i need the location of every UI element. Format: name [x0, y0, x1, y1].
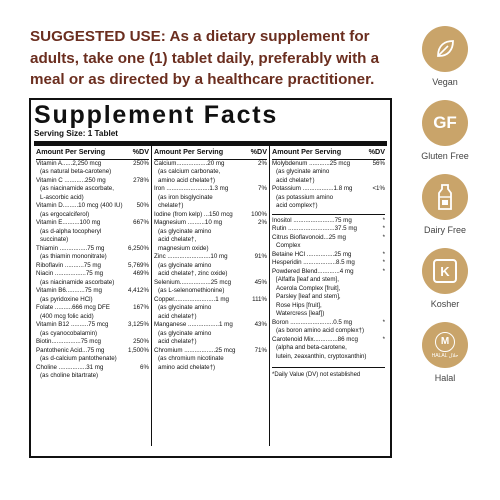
nutrient-row — [272, 217, 385, 226]
nutrient-dv: 667% — [133, 219, 149, 226]
badge-label: Kosher — [430, 299, 460, 309]
nutrient-amount: Vitamin B12 ..........75 mcg — [36, 321, 109, 328]
badge-dairy-free — [408, 174, 482, 235]
nutrient-amount: Carotenoid Mix..............86 mcg — [272, 335, 358, 343]
nutrient-source: (as cyanocobalamin) — [40, 329, 98, 337]
column-header: Amount Per Serving %DV — [36, 146, 149, 160]
nutrient-source: (as ergocalciferol) — [40, 210, 90, 218]
badge-label: Vegan — [432, 77, 458, 87]
nutrient-source: (as niacinamide ascorbate, — [40, 185, 114, 192]
nutrient-source: Rose Hips [fruit], — [276, 301, 322, 309]
nutrient-row — [36, 321, 149, 330]
nutrient-source: succinate) — [40, 236, 69, 243]
nutrient-row — [154, 296, 267, 305]
nutrient-source: (as iron bisglycinate — [158, 193, 213, 201]
nutrient-row — [272, 185, 385, 194]
nutrient-source: (alpha and beta-carotene, — [276, 344, 347, 351]
nutrient-amount: Iron .........................1.3 mg — [154, 185, 229, 192]
nutrient-dv: 111% — [252, 295, 267, 303]
badge-label: Halal — [434, 373, 456, 383]
nutrient-amount: Inositol ........................75 mg — [272, 216, 352, 224]
badge-label: Dairy Free — [423, 225, 466, 235]
nutrient-amount: Manganese ..................1 mg — [154, 321, 233, 328]
nutrient-dv: 5,769% — [128, 261, 149, 269]
badge-label: Gluten Free — [421, 151, 469, 161]
nutrient-source: (as choline bitartrate) — [40, 372, 99, 379]
nutrient-dv: 43% — [254, 321, 267, 328]
nutrient-dv: * — [382, 335, 385, 343]
nutrient-row — [36, 202, 149, 211]
nutrient-amount: Vitamin C ............250 mg — [36, 176, 106, 184]
nutrient-source: amino acid chelate†) — [158, 176, 216, 184]
nutrient-amount: Betaine HCl ................25 mg — [272, 250, 352, 258]
nutrient-amount: Thiamin ................75 mg — [36, 244, 105, 252]
facts-column-3 — [269, 146, 387, 446]
nutrient-amount: Calcium..................20 mg — [154, 159, 225, 167]
nutrient-amount: Selenium..................25 mcg — [154, 278, 232, 286]
nutrient-dv: 6% — [140, 363, 149, 371]
nutrient-source: [Alfalfa [leaf and stem], — [276, 276, 339, 283]
nutrient-dv: 250% — [133, 159, 149, 167]
suggested-use — [30, 26, 390, 91]
supplement-facts-title: Supplement Facts — [34, 101, 279, 129]
nutrient-amount: Vitamin A......2,250 mcg — [36, 159, 102, 167]
nutrient-dv: 3,125% — [128, 321, 149, 328]
nutrient-source: (as glycinate amino — [158, 304, 212, 311]
nutrient-source: L-ascorbic acid) — [40, 193, 84, 201]
nutrient-row — [36, 160, 149, 169]
nutrient-amount: Niacin ..................75 mg — [36, 270, 104, 277]
nutrient-dv: <1% — [372, 185, 385, 192]
nutrient-source: (as L-selenomethionine) — [158, 287, 225, 294]
nutrient-row — [36, 347, 149, 356]
nutrient-amount: Powdered Blend.............4 mg — [272, 267, 354, 275]
nutrient-source: magnesium oxide) — [158, 244, 209, 252]
nutrient-dv: 250% — [133, 338, 149, 345]
nutrient-amount: Chromium ..................25 mcg — [154, 346, 236, 354]
nutrient-source: (as glycinate amino — [158, 227, 212, 235]
nutrient-dv: * — [382, 233, 385, 241]
nutrient-source: (as glycinate amino — [158, 261, 212, 269]
nutrient-row — [36, 270, 149, 279]
nutrient-source: (as d-alpha tocopheryl — [40, 227, 102, 235]
nutrient-amount: Zinc .........................10 mg — [154, 253, 228, 260]
nutrient-source: (as d-calcium pantothenate) — [40, 355, 117, 362]
nutrient-dv: * — [382, 318, 385, 326]
column-header: Amount Per Serving %DV — [154, 146, 267, 160]
badge-gluten-free — [408, 100, 482, 161]
nutrient-source: (as chromium nicotinate — [158, 355, 224, 362]
nutrient-row — [36, 177, 149, 186]
leaf-icon — [422, 26, 468, 72]
nutrient-amount: Iodine (from kelp) ...150 mcg — [154, 210, 233, 218]
nutrient-amount: Copper........................1 mg — [154, 295, 229, 303]
nutrient-row — [154, 279, 267, 288]
nutrient-source: (as calcium carbonate, — [158, 168, 221, 175]
nutrient-source: amino acid chelate†) — [158, 363, 216, 371]
nutrient-row — [36, 304, 149, 313]
nutrient-row — [272, 319, 385, 328]
nutrient-amount: Choline ................31 mg — [36, 363, 104, 371]
nutrient-source: Complex — [276, 242, 301, 249]
nutrient-dv: 2% — [258, 159, 267, 167]
nutrient-row — [272, 225, 385, 234]
suggested-use-heading: SUGGESTED USE: — [30, 28, 166, 45]
nutrient-source: (as boron amino acid complex†) — [276, 327, 365, 334]
nutrient-amount: Folate ..........666 mcg DFE — [36, 304, 110, 311]
nutrient-row — [272, 259, 385, 268]
suggested-use-text: As a dietary supplement for adults, take one (1) tablet daily, preferably with a meal or as directed by a healthcare practitioner. — [30, 28, 380, 88]
nutrient-row — [272, 160, 385, 169]
nutrient-row — [272, 268, 385, 277]
milk-bottle-icon — [422, 174, 468, 220]
nutrient-row — [154, 219, 267, 228]
nutrient-row — [272, 234, 385, 243]
nutrient-dv: * — [382, 250, 385, 258]
nutrient-amount: Molybdenum ............25 mcg — [272, 159, 351, 167]
halal-icon: M HALAL حلال — [422, 322, 468, 368]
nutrient-dv: 45% — [254, 278, 267, 286]
nutrient-row — [154, 211, 267, 220]
nutrient-source: (as niacinamide ascorbate) — [40, 278, 115, 286]
nutrient-row — [154, 347, 267, 356]
nutrient-source: (as natural beta-carotene) — [40, 168, 112, 175]
nutrient-dv: 7% — [258, 185, 267, 192]
nutrient-dv: 469% — [133, 270, 149, 277]
nutrient-source: acid chelate†, — [158, 236, 197, 243]
kosher-icon: K — [422, 248, 468, 294]
nutrient-amount: Vitamin D.........10 mcg (400 IU) — [36, 202, 123, 209]
nutrient-row — [154, 185, 267, 194]
column-header: Amount Per Serving %DV — [272, 146, 385, 160]
nutrient-amount: Potassium ..................1.8 mg — [272, 185, 353, 192]
supplement-facts-panel — [29, 98, 392, 458]
nutrient-row — [154, 253, 267, 262]
nutrient-dv: 1,500% — [128, 346, 149, 354]
facts-column-1 — [34, 146, 151, 446]
nutrient-source: chelate†) — [158, 202, 184, 209]
nutrient-amount: Rutin ...........................37.5 mg — [272, 225, 357, 232]
nutrient-source: (as thiamin mononitrate) — [40, 253, 107, 260]
badge-vegan — [408, 26, 482, 87]
nutrient-row — [36, 287, 149, 296]
badge-halal — [408, 322, 482, 383]
nutrient-row — [272, 251, 385, 260]
nutrient-source: acid chelate†) — [276, 176, 315, 184]
nutrient-source: (as glycinate amino — [276, 168, 330, 175]
nutrient-amount: Magnesium ..........10 mg — [154, 219, 223, 226]
nutrient-amount: Pantothenic Acid...75 mg — [36, 346, 105, 354]
serving-size: Serving Size: 1 Tablet — [34, 129, 387, 146]
nutrient-source: (as potassium amino — [276, 193, 334, 201]
gluten-free-icon: GF — [422, 100, 468, 146]
nutrient-amount: Citrus Bioflavonoid...25 mg — [272, 233, 346, 241]
nutrient-row — [36, 338, 149, 347]
nutrient-dv: 56% — [372, 159, 385, 167]
nutrient-dv: * — [382, 267, 385, 275]
nutrient-dv: 91% — [254, 253, 267, 260]
nutrient-amount: Riboflavin ...........75 mg — [36, 261, 101, 269]
diet-badges — [408, 26, 482, 396]
nutrient-source: lutein, zeaxanthin, cryptoxanthin) — [276, 352, 367, 360]
dv-footnote: *Daily Value (DV) not established — [272, 367, 385, 380]
nutrient-amount: Biotin.................75 mcg — [36, 338, 101, 345]
nutrient-row — [154, 321, 267, 330]
nutrient-dv: 278% — [133, 176, 149, 184]
nutrient-amount: Hesperidin ...................8.5 mg — [272, 259, 355, 266]
facts-column-2 — [151, 146, 269, 446]
nutrient-source: (400 mcg folic acid) — [40, 312, 94, 320]
nutrient-source: acid chelate†) — [158, 338, 197, 345]
nutrient-amount: Vitamin B6...........75 mg — [36, 287, 102, 294]
nutrient-source: Watercress [leaf]) — [276, 310, 325, 317]
nutrient-source: Acerola Complex [fruit], — [276, 284, 341, 292]
nutrient-amount: Boron .........................0.5 mg — [272, 318, 353, 326]
nutrient-dv: 100% — [251, 210, 267, 218]
nutrient-dv: 2% — [258, 219, 267, 226]
nutrient-dv: 50% — [136, 202, 149, 209]
nutrient-source: acid chelate†, zinc oxide) — [158, 270, 228, 277]
nutrient-dv: 6,250% — [128, 244, 149, 252]
nutrient-amount: Vitamin E..........100 mg — [36, 219, 101, 226]
nutrient-row — [272, 336, 385, 345]
nutrient-source: acid complex†) — [276, 202, 318, 209]
nutrient-dv: * — [382, 259, 385, 266]
nutrient-source: acid chelate†) — [158, 312, 197, 320]
nutrient-row — [36, 245, 149, 254]
badge-kosher — [408, 248, 482, 309]
nutrient-row — [36, 364, 149, 373]
nutrient-dv: * — [382, 225, 385, 232]
nutrient-dv: * — [382, 216, 385, 224]
nutrient-dv: 71% — [254, 346, 267, 354]
nutrient-source: (as glycinate amino — [158, 329, 212, 337]
facts-columns — [34, 146, 387, 446]
nutrient-row — [36, 262, 149, 271]
nutrient-row — [154, 160, 267, 169]
nutrient-dv: 167% — [133, 304, 149, 311]
nutrient-row — [36, 219, 149, 228]
nutrient-source: (as pyridoxine HCl) — [40, 295, 93, 303]
nutrient-source: Parsley [leaf and stem], — [276, 293, 341, 300]
nutrient-dv: 4,412% — [128, 287, 149, 294]
